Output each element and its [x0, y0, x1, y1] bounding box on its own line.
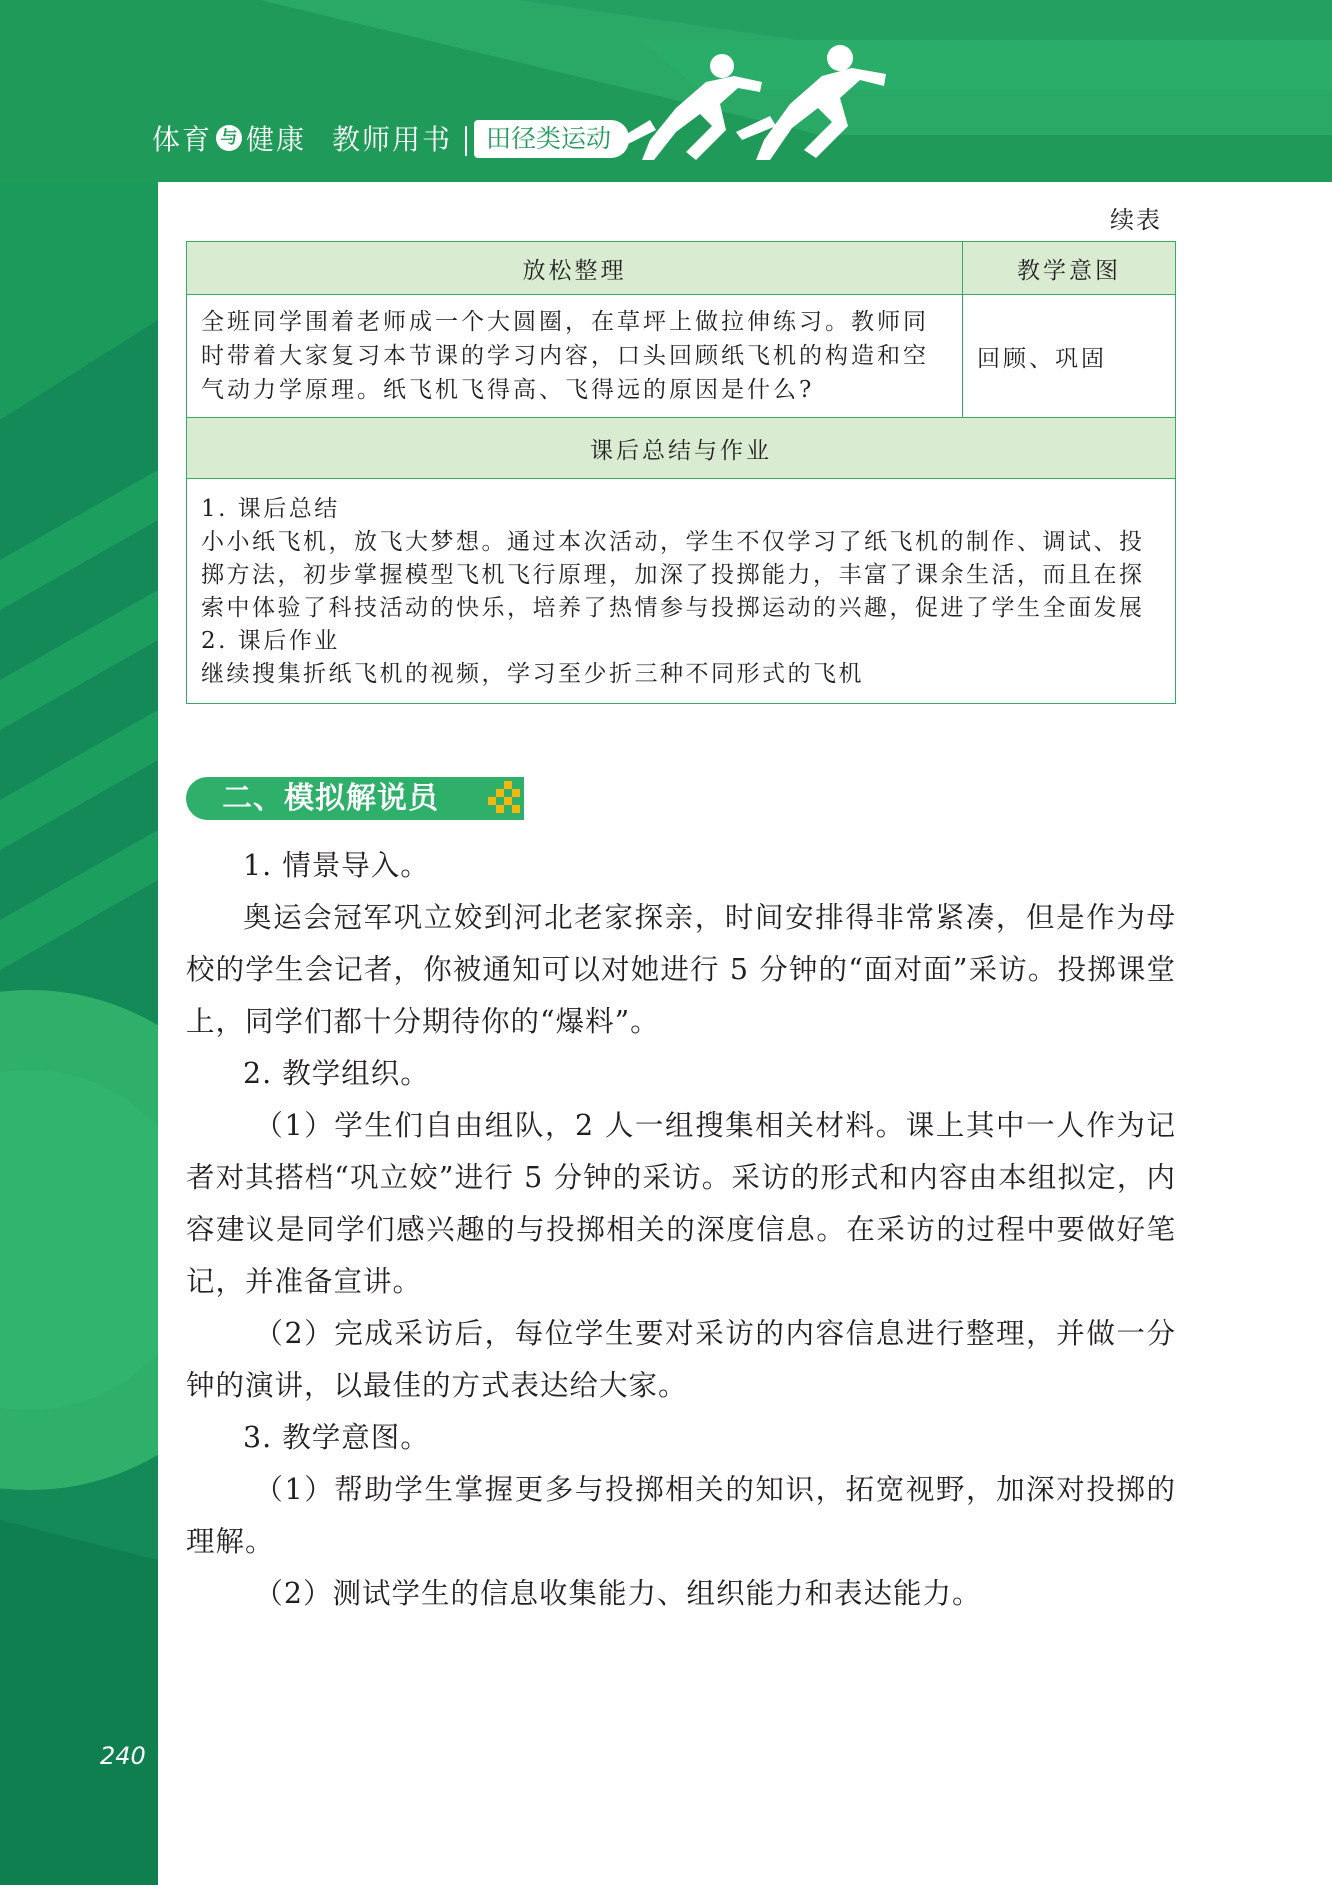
relax-header: 放松整理	[187, 242, 963, 295]
paragraph: 1. 情景导入。	[243, 849, 430, 882]
book-title-yu-badge: 与	[216, 125, 242, 151]
summary-text: 小小纸飞机，放飞大梦想。通过本次活动，学生不仅学习了纸飞机的制作、调试、投掷方法，初步掌握模型飞机飞行原理，加深了投掷能力，丰富了课余生活，而且在探索中体验了科技活动的快乐，培养了热情参与投掷运动的兴趣，促进了学生全面发展	[201, 529, 1145, 621]
paragraph: （1）学生们自由组队，2 人一组搜集相关材料。课上其中一人作为记者对其搭档“巩立姣”进行 5 分钟的采访。采访的形式和内容由本组拟定，内容建议是同学们感兴趣的与投掷相关的深度信息。在采访的过程中要做好笔记，并准备宣讲。	[186, 1109, 1176, 1298]
checker-decoration	[488, 781, 520, 817]
continued-label: 续表	[1110, 206, 1162, 234]
paragraph: （1）帮助学生掌握更多与投掷相关的知识，拓宽视野，加深对投掷的理解。	[186, 1473, 1176, 1558]
book-title-teacher: 教师用书	[332, 123, 453, 156]
paragraph: （2）测试学生的信息收集能力、组织能力和表达能力。	[254, 1577, 982, 1610]
summary-header: 课后总结与作业	[187, 418, 1176, 479]
relax-content: 全班同学围着老师成一个大圆圈，在草坪上做拉伸练习。教师同时带着大家复习本节课的学习内容，口头回顾纸飞机的构造和空气动力学原理。纸飞机飞得高、飞得远的原因是什么?	[187, 295, 963, 418]
lesson-table	[186, 241, 1176, 704]
paragraph: 2. 教学组织。	[243, 1057, 430, 1090]
book-title-sport: 体育	[152, 123, 213, 156]
paragraph: 3. 教学意图。	[243, 1421, 430, 1454]
body-text	[186, 840, 1176, 1620]
book-title-health: 健康	[246, 123, 307, 156]
book-title	[152, 118, 452, 158]
page-number: 240	[100, 1742, 146, 1770]
section-heading	[186, 777, 524, 820]
paragraph: （2）完成采访后，每位学生要对采访的内容信息进行整理，并做一分钟的演讲，以最佳的方式表达给大家。	[186, 1317, 1176, 1402]
homework-text: 继续搜集折纸飞机的视频，学习至少折三种不同形式的飞机	[201, 661, 864, 687]
paragraph: 奥运会冠军巩立姣到河北老家探亲，时间安排得非常紧凑，但是作为母校的学生会记者，你被通知可以对她进行 5 分钟的“面对面”采访。投掷课堂上，同学们都十分期待你的“爆料”。	[186, 901, 1176, 1038]
homework-title: 2. 课后作业	[201, 628, 340, 654]
summary-title: 1. 课后总结	[201, 496, 340, 522]
intent-header: 教学意图	[963, 242, 1176, 295]
chapter-tag: 田径类运动	[474, 120, 629, 158]
intent-content: 回顾、巩固	[963, 295, 1176, 418]
section-title: 二、模拟解说员	[222, 781, 439, 816]
summary-cell	[187, 479, 1176, 704]
